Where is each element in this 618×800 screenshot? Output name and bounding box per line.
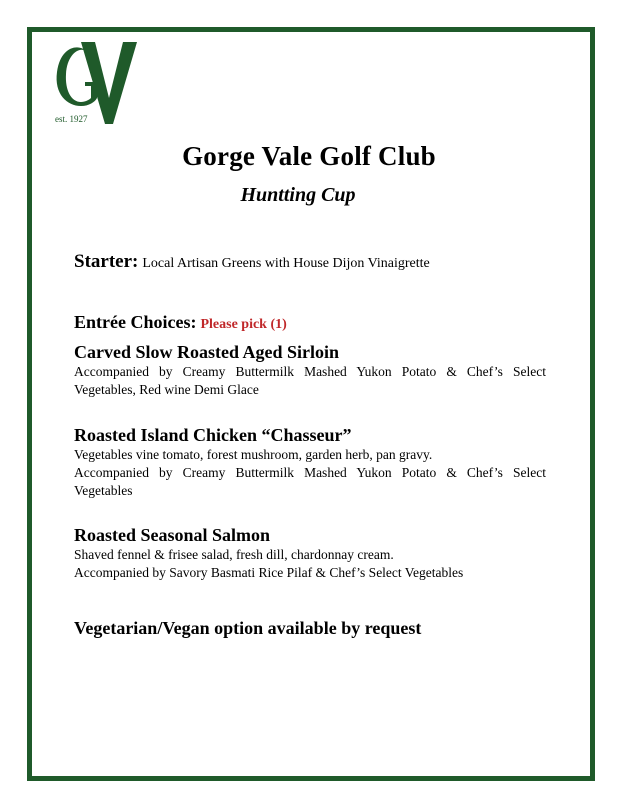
established-label: est. 1927 (55, 114, 88, 124)
page-title: Gorge Vale Golf Club (182, 141, 436, 171)
dish-description: Shaved fennel & frisee salad, fresh dill, chardonnay cream. (74, 547, 394, 562)
dish-name: Roasted Island Chicken “Chasseur” (74, 425, 352, 445)
dish-salmon (74, 525, 546, 582)
event-subtitle: Huntting Cup (240, 184, 356, 206)
club-logo (51, 36, 141, 128)
pick-note: Please pick (1) (200, 317, 287, 332)
dish-name: Roasted Seasonal Salmon (74, 525, 271, 545)
starter-text: Local Artisan Greens with House Dijon Vinaigrette (142, 256, 430, 271)
dish-description: Accompanied by Creamy Buttermilk Mashed Yukon Potato & Chef’s Select Vegetables, Red wine Demi Glace (74, 364, 546, 397)
dish-name: Carved Slow Roasted Aged Sirloin (74, 342, 340, 362)
entree-label: Entrée Choices: (74, 312, 197, 332)
starter-label: Starter: (74, 251, 139, 272)
dietary-note: Vegetarian/Vegan option available by request (74, 618, 422, 638)
dish-accompaniment: Accompanied by Creamy Buttermilk Mashed Yukon Potato & Chef’s Select Vegetables (74, 465, 546, 498)
gv-monogram-icon (51, 36, 141, 128)
entree-heading (74, 312, 287, 333)
dish-chicken (74, 425, 546, 500)
dish-sirloin (74, 342, 546, 399)
dish-accompaniment: Accompanied by Savory Basmati Rice Pilaf & Chef’s Select Vegetables (74, 565, 464, 580)
dish-description: Vegetables vine tomato, forest mushroom, garden herb, pan gravy. (74, 447, 433, 462)
starter-line (74, 251, 430, 273)
